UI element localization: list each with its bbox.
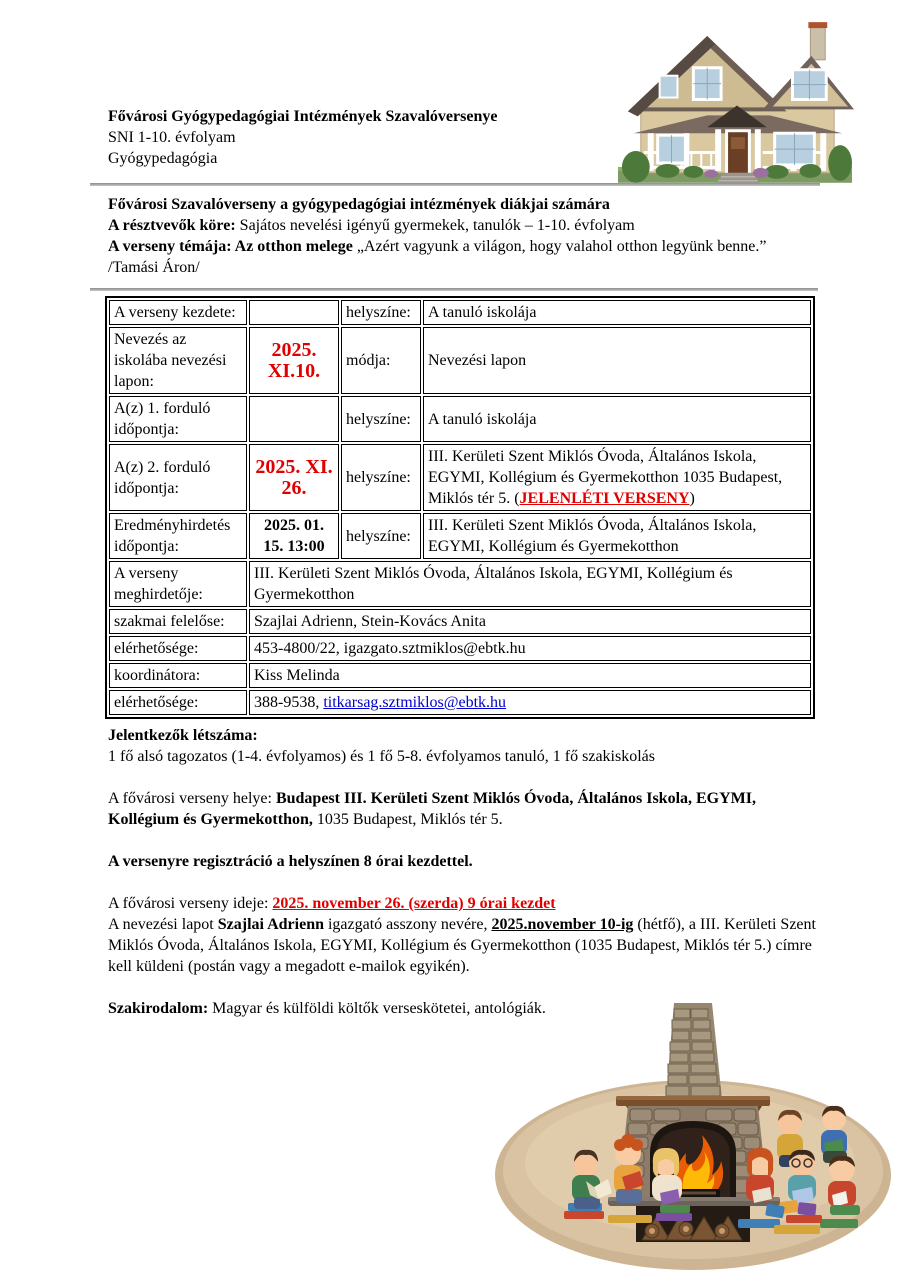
header-subtitle-grade: SNI 1-10. évfolyam [108,129,236,146]
theme-quote: „Azért vagyunk a világon, hogy valahol otthon legyünk benne.” /Tamási Áron/ [108,238,767,276]
venue-address: 1035 Budapest, Miklós tér 5. [312,811,503,828]
row-label: Eredményhirdetés időpontja: [109,513,247,559]
row-label: elérhetősége: [109,636,247,661]
theme-line [108,236,818,278]
table-row [109,444,811,511]
literature-label: Szakirodalom: [108,1000,213,1017]
theme-label: A verseny témája: Az otthon melege [108,238,353,255]
date-label: A fővárosi verseny ideje: [108,895,273,912]
row-label: A(z) 1. forduló időpontja: [109,396,247,442]
row-label: A verseny meghirdetője: [109,561,247,607]
participants-line [108,215,818,236]
entry-mid: igazgató asszony nevére, [323,916,492,933]
table-divider-line [90,288,818,291]
entry-tail: (hétfő), a III. Kerületi Szent Miklós Óvoda, Általános Iskola, EGYMI, Kollégium és Gyermekotthon (1035 Budapest, Miklós tér 5.) címre kell küldeni (postán vagy a megadott e-mailok egyikén). [108,916,816,975]
table-row [109,396,811,442]
table-row [109,690,811,715]
row-date-round2: 2025. XI. 26. [249,444,339,511]
registration-paragraph: A versenyre regisztráció a helyszínen 8 órai kezdettel. [108,853,473,870]
row-value: 453-4800/22, igazgato.sztmiklos@ebtk.hu [249,636,811,661]
fireplace-scene-image [490,1003,900,1275]
header-divider-line [90,183,820,186]
competition-info-table [105,296,815,719]
row-value: Nevezési lapon [423,327,811,394]
row-label: Nevezés az iskolába nevezési lapon: [109,327,247,394]
fireplace-reading-children-illustration [490,1003,900,1275]
competition-date-paragraph [90,893,820,914]
row-value-venue [423,444,811,511]
entry-deadline: 2025.november 10-ig [491,916,634,933]
applicants-heading: Jelentkezők létszáma: [108,727,258,744]
row-value: III. Kerületi Szent Miklós Óvoda, Általános Iskola, EGYMI, Kollégium és Gyermekotthon [423,513,811,559]
intro-section [90,194,820,278]
phone-number: 388-9538, [254,694,324,711]
competition-date-highlight: 2025. november 26. (szerda) 9 órai kezdet [272,895,556,912]
row-label: A verseny kezdete: [109,300,247,325]
row-value: Szajlai Adrienn, Stein-Kovács Anita [249,609,811,634]
page-title: Fővárosi Gyógypedagógiai Intézmények Szavalóversenye [108,108,498,125]
participants-label: A résztvevők köre: [108,217,236,234]
row-key: helyszíne: [341,300,421,325]
literature-text: Magyar és külföldi költők verseskötetei, antológiák. [212,1000,546,1017]
row-key: helyszíne: [341,396,421,442]
director-name: Szajlai Adrienn [217,916,324,933]
table-row [109,561,811,607]
row-date [249,300,339,325]
venue-text: III. Kerületi Szent Miklós Óvoda, Általános Iskola, EGYMI, Kollégium és Gyermekotthon 1035 Budapest, Miklós tér 5. ( [428,448,783,507]
venue-text-close: ) [689,490,695,507]
venue-label: A fővárosi verseny helye: [108,790,276,807]
entry-pre: A nevezési lapot [108,916,218,933]
row-value-contact [249,690,811,715]
document-header [90,106,820,169]
row-date [249,396,339,442]
presence-competition-highlight: JELENLÉTI VERSENY [519,490,690,507]
row-value: III. Kerületi Szent Miklós Óvoda, Általános Iskola, EGYMI, Kollégium és Gyermekotthon [249,561,811,607]
table-row [109,300,811,325]
row-key: módja: [341,327,421,394]
entry-form-paragraph [90,914,820,977]
row-label: szakmai felelőse: [109,609,247,634]
row-date-results: 2025. 01. 15. 13:00 [249,513,339,559]
participants-text: Sajátos nevelési igényű gyermekek, tanulók – 1-10. évfolyam [235,217,635,234]
intro-heading: Fővárosi Szavalóverseny a gyógypedagógiai intézmények diákjai számára [108,196,610,213]
row-value: A tanuló iskolája [423,300,811,325]
table-row [109,636,811,661]
table-row [109,513,811,559]
row-date-deadline: 2025. XI.10. [249,327,339,394]
row-label: A(z) 2. forduló időpontja: [109,444,247,511]
row-value: Kiss Melinda [249,663,811,688]
row-label: koordinátora: [109,663,247,688]
secretary-email-link[interactable]: titkarsag.sztmiklos@ebtk.hu [323,694,507,711]
applicants-section [90,725,820,767]
table-row [109,609,811,634]
applicants-text: 1 fő alsó tagozatos (1-4. évfolyamos) és 1 fő 5-8. évfolyamos tanuló, 1 fő szakiskolás [108,748,655,765]
row-key: helyszíne: [341,513,421,559]
row-value: A tanuló iskolája [423,396,811,442]
table-row [109,327,811,394]
header-subtitle-field: Gyógypedagógia [108,150,218,167]
table-row [109,663,811,688]
row-key: helyszíne: [341,444,421,511]
venue-paragraph [90,788,820,830]
venue-name-bold: Budapest III. Kerületi Szent Miklós Óvoda, Általános Iskola, EGYMI, Kollégium és Gyermekotthon, [108,790,757,828]
document-content [90,106,820,1019]
row-label: elérhetősége: [109,690,247,715]
